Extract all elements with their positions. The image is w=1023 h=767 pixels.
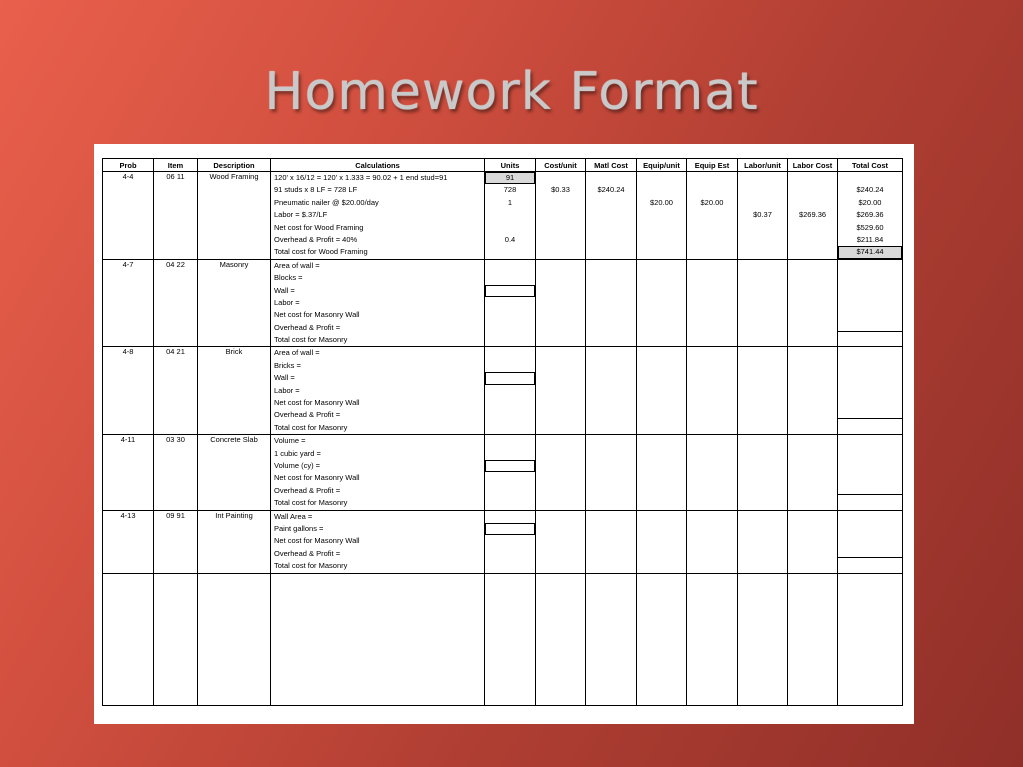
total-cost-cell xyxy=(838,259,903,347)
calc-line: Blocks = xyxy=(274,273,303,283)
units-cell xyxy=(485,435,536,510)
matl-cost-cell xyxy=(586,435,637,510)
calc-line: Net cost for Masonry Wall xyxy=(274,536,360,546)
empty-cell xyxy=(687,573,738,705)
calc-line: Overhead & Profit = xyxy=(274,322,341,332)
matl-cost-value: $240.24 xyxy=(597,185,625,195)
header-labor-unit: Labor/unit xyxy=(738,159,788,172)
calc-line: Overhead & Profit = xyxy=(274,410,341,420)
header-equip-est: Equip Est xyxy=(687,159,738,172)
calc-line: Wall = xyxy=(274,285,295,295)
labor-unit-value: $0.37 xyxy=(753,210,772,220)
labor-cost-value: $269.36 xyxy=(798,210,827,220)
calc-line: Total cost for Masonry xyxy=(274,498,348,508)
slide-title: Homework Format xyxy=(264,62,759,122)
units-value: 1 xyxy=(507,197,513,207)
header-cost-unit: Cost/unit xyxy=(536,159,586,172)
labor-cost-value xyxy=(791,172,834,184)
cost-unit-cell xyxy=(536,347,586,435)
calc-line: Wall Area = xyxy=(274,511,313,521)
calc-line: Volume = xyxy=(274,436,306,446)
calc-line: Pneumatic nailer @ $20.00/day xyxy=(274,197,379,207)
matl-cost-cell xyxy=(586,510,637,573)
prob-cell: 4-11 xyxy=(103,435,154,510)
prob-cell: 4-4 xyxy=(103,172,154,260)
table-row-brick xyxy=(103,347,903,435)
units-value xyxy=(488,209,532,221)
units-entry-box xyxy=(485,285,535,297)
header-total-cost: Total Cost xyxy=(838,159,903,172)
calculations-cell xyxy=(271,259,485,347)
calc-line: Net cost for Masonry Wall xyxy=(274,398,360,408)
calc-line: Overhead & Profit = xyxy=(274,548,341,558)
units-entry-box xyxy=(485,523,535,535)
total-cost-value: $529.60 xyxy=(856,222,884,232)
empty-cell xyxy=(536,573,586,705)
total-cost-cell xyxy=(838,172,903,260)
empty-cell xyxy=(154,573,198,705)
calc-line: 1 cubic yard = xyxy=(274,448,321,458)
labor-unit-cell xyxy=(738,435,788,510)
equip-est-cell xyxy=(687,347,738,435)
units-entry-box xyxy=(485,372,535,384)
item-cell: 09 91 xyxy=(154,510,198,573)
header-calculations: Calculations xyxy=(271,159,485,172)
labor-cost-value xyxy=(791,197,834,209)
empty-cell xyxy=(485,573,536,705)
calc-line: Net cost for Masonry Wall xyxy=(274,310,360,320)
equip-unit-value xyxy=(640,184,683,196)
units-cell xyxy=(485,510,536,573)
equip-unit-cell xyxy=(637,259,687,347)
equip-est-value xyxy=(690,172,734,184)
table-row-wood-framing xyxy=(103,172,903,260)
calc-line: Area of wall = xyxy=(274,260,320,270)
item-cell: 03 30 xyxy=(154,435,198,510)
units-value xyxy=(488,222,532,234)
total-cost-cell xyxy=(838,347,903,435)
calc-line: 91 studs x 8 LF = 728 LF xyxy=(274,185,358,195)
empty-cell xyxy=(271,573,485,705)
calc-line: Labor = xyxy=(274,297,300,307)
total-line xyxy=(838,409,903,419)
total-cost-value: $240.24 xyxy=(856,185,884,195)
calc-line: Labor = $.37/LF xyxy=(274,210,328,220)
description-cell: Concrete Slab xyxy=(198,435,271,510)
equip-est-cell xyxy=(687,259,738,347)
equip-unit-value xyxy=(640,172,683,184)
header-matl-cost: Matl Cost xyxy=(586,159,637,172)
cost-unit-value xyxy=(539,172,582,184)
item-cell: 04 21 xyxy=(154,347,198,435)
table-row-empty xyxy=(103,573,903,705)
units-value: 0.4 xyxy=(504,234,516,244)
units-cell xyxy=(485,172,536,260)
total-cost-value xyxy=(841,172,899,184)
calc-line: Labor = xyxy=(274,385,300,395)
cost-unit-cell xyxy=(536,435,586,510)
equip-est-value: $20.00 xyxy=(700,197,724,207)
equip-unit-value: $20.00 xyxy=(650,197,673,207)
header-prob: Prob xyxy=(103,159,154,172)
labor-cost-cell xyxy=(788,347,838,435)
equip-est-cell xyxy=(687,435,738,510)
description-cell: Masonry xyxy=(198,259,271,347)
calc-line: Net cost for Masonry Wall xyxy=(274,473,360,483)
equip-est-cell xyxy=(687,172,738,260)
header-row xyxy=(103,159,903,172)
empty-cell xyxy=(838,573,903,705)
labor-cost-cell xyxy=(788,259,838,347)
labor-unit-cell xyxy=(738,259,788,347)
labor-unit-cell xyxy=(738,347,788,435)
units-cell xyxy=(485,347,536,435)
units-value-highlight: 91 xyxy=(485,172,535,184)
table-row-concrete-slab xyxy=(103,435,903,510)
homework-sheet xyxy=(94,144,914,724)
units-cell xyxy=(485,259,536,347)
calc-line: Volume (cy) = xyxy=(274,460,321,470)
labor-cost-cell xyxy=(788,172,838,260)
empty-cell xyxy=(738,573,788,705)
empty-cell xyxy=(586,573,637,705)
labor-unit-cell xyxy=(738,510,788,573)
prob-cell: 4-7 xyxy=(103,259,154,347)
header-item: Item xyxy=(154,159,198,172)
cost-unit-cell xyxy=(536,259,586,347)
cost-unit-value: $0.33 xyxy=(551,185,570,195)
equip-est-value xyxy=(690,184,734,196)
labor-unit-value xyxy=(741,197,784,209)
header-labor-cost: Labor Cost xyxy=(788,159,838,172)
description-cell: Wood Framing xyxy=(198,172,271,260)
calculations-cell xyxy=(271,435,485,510)
calc-line: Total cost for Masonry xyxy=(274,335,348,345)
units-value xyxy=(488,246,532,258)
empty-cell xyxy=(103,573,154,705)
equip-est-cell xyxy=(687,510,738,573)
total-line xyxy=(838,485,903,495)
equip-unit-cell xyxy=(637,347,687,435)
equip-unit-cell xyxy=(637,510,687,573)
calc-line: Bricks = xyxy=(274,360,301,370)
calc-line: Overhead & Profit = 40% xyxy=(274,234,358,244)
prob-cell: 4-8 xyxy=(103,347,154,435)
labor-cost-cell xyxy=(788,435,838,510)
grand-total-value: $741.44 xyxy=(838,246,902,258)
header-equip-unit: Equip/unit xyxy=(637,159,687,172)
cost-unit-cell xyxy=(536,510,586,573)
description-cell: Brick xyxy=(198,347,271,435)
units-entry-box xyxy=(485,460,535,472)
empty-cell xyxy=(637,573,687,705)
calculations-cell xyxy=(271,510,485,573)
units-value: 728 xyxy=(503,185,517,195)
calc-line: 120' x 16/12 = 120' x 1.333 = 90.02 + 1 end stud=91 xyxy=(274,173,448,182)
calc-line: Paint gallons = xyxy=(274,523,324,533)
matl-cost-cell xyxy=(586,347,637,435)
matl-cost-cell xyxy=(586,259,637,347)
total-cost-value: $20.00 xyxy=(858,197,882,207)
calc-line: Wall = xyxy=(274,373,295,383)
total-cost-cell xyxy=(838,435,903,510)
item-cell: 04 22 xyxy=(154,259,198,347)
table-row-masonry xyxy=(103,259,903,347)
description-cell: Int Painting xyxy=(198,510,271,573)
total-line xyxy=(838,548,903,558)
calc-line: Total cost for Masonry xyxy=(274,561,348,571)
matl-cost-cell xyxy=(586,172,637,260)
calculations-cell xyxy=(271,347,485,435)
calc-line: Area of wall = xyxy=(274,348,320,358)
table-row-int-painting xyxy=(103,510,903,573)
calc-line: Total cost for Masonry xyxy=(274,422,348,432)
item-cell: 06 11 xyxy=(154,172,198,260)
calc-line: Overhead & Profit = xyxy=(274,485,341,495)
prob-cell: 4-13 xyxy=(103,510,154,573)
labor-cost-value xyxy=(791,184,834,196)
equip-unit-cell xyxy=(637,435,687,510)
labor-unit-value xyxy=(741,172,784,184)
total-cost-cell xyxy=(838,510,903,573)
empty-cell xyxy=(198,573,271,705)
matl-cost-value xyxy=(589,172,633,184)
header-units: Units xyxy=(485,159,536,172)
calculations-cell xyxy=(271,172,485,260)
homework-table xyxy=(102,158,903,706)
labor-cost-cell xyxy=(788,510,838,573)
labor-unit-cell xyxy=(738,172,788,260)
equip-unit-cell xyxy=(637,172,687,260)
calc-line: Total cost for Wood Framing xyxy=(274,247,368,257)
total-cost-value: $269.36 xyxy=(856,210,884,220)
total-line xyxy=(838,322,903,332)
total-cost-value: $211.84 xyxy=(856,234,884,244)
cost-unit-cell xyxy=(536,172,586,260)
header-description: Description xyxy=(198,159,271,172)
empty-cell xyxy=(788,573,838,705)
labor-unit-value xyxy=(741,184,784,196)
calc-line: Net cost for Wood Framing xyxy=(274,222,364,232)
